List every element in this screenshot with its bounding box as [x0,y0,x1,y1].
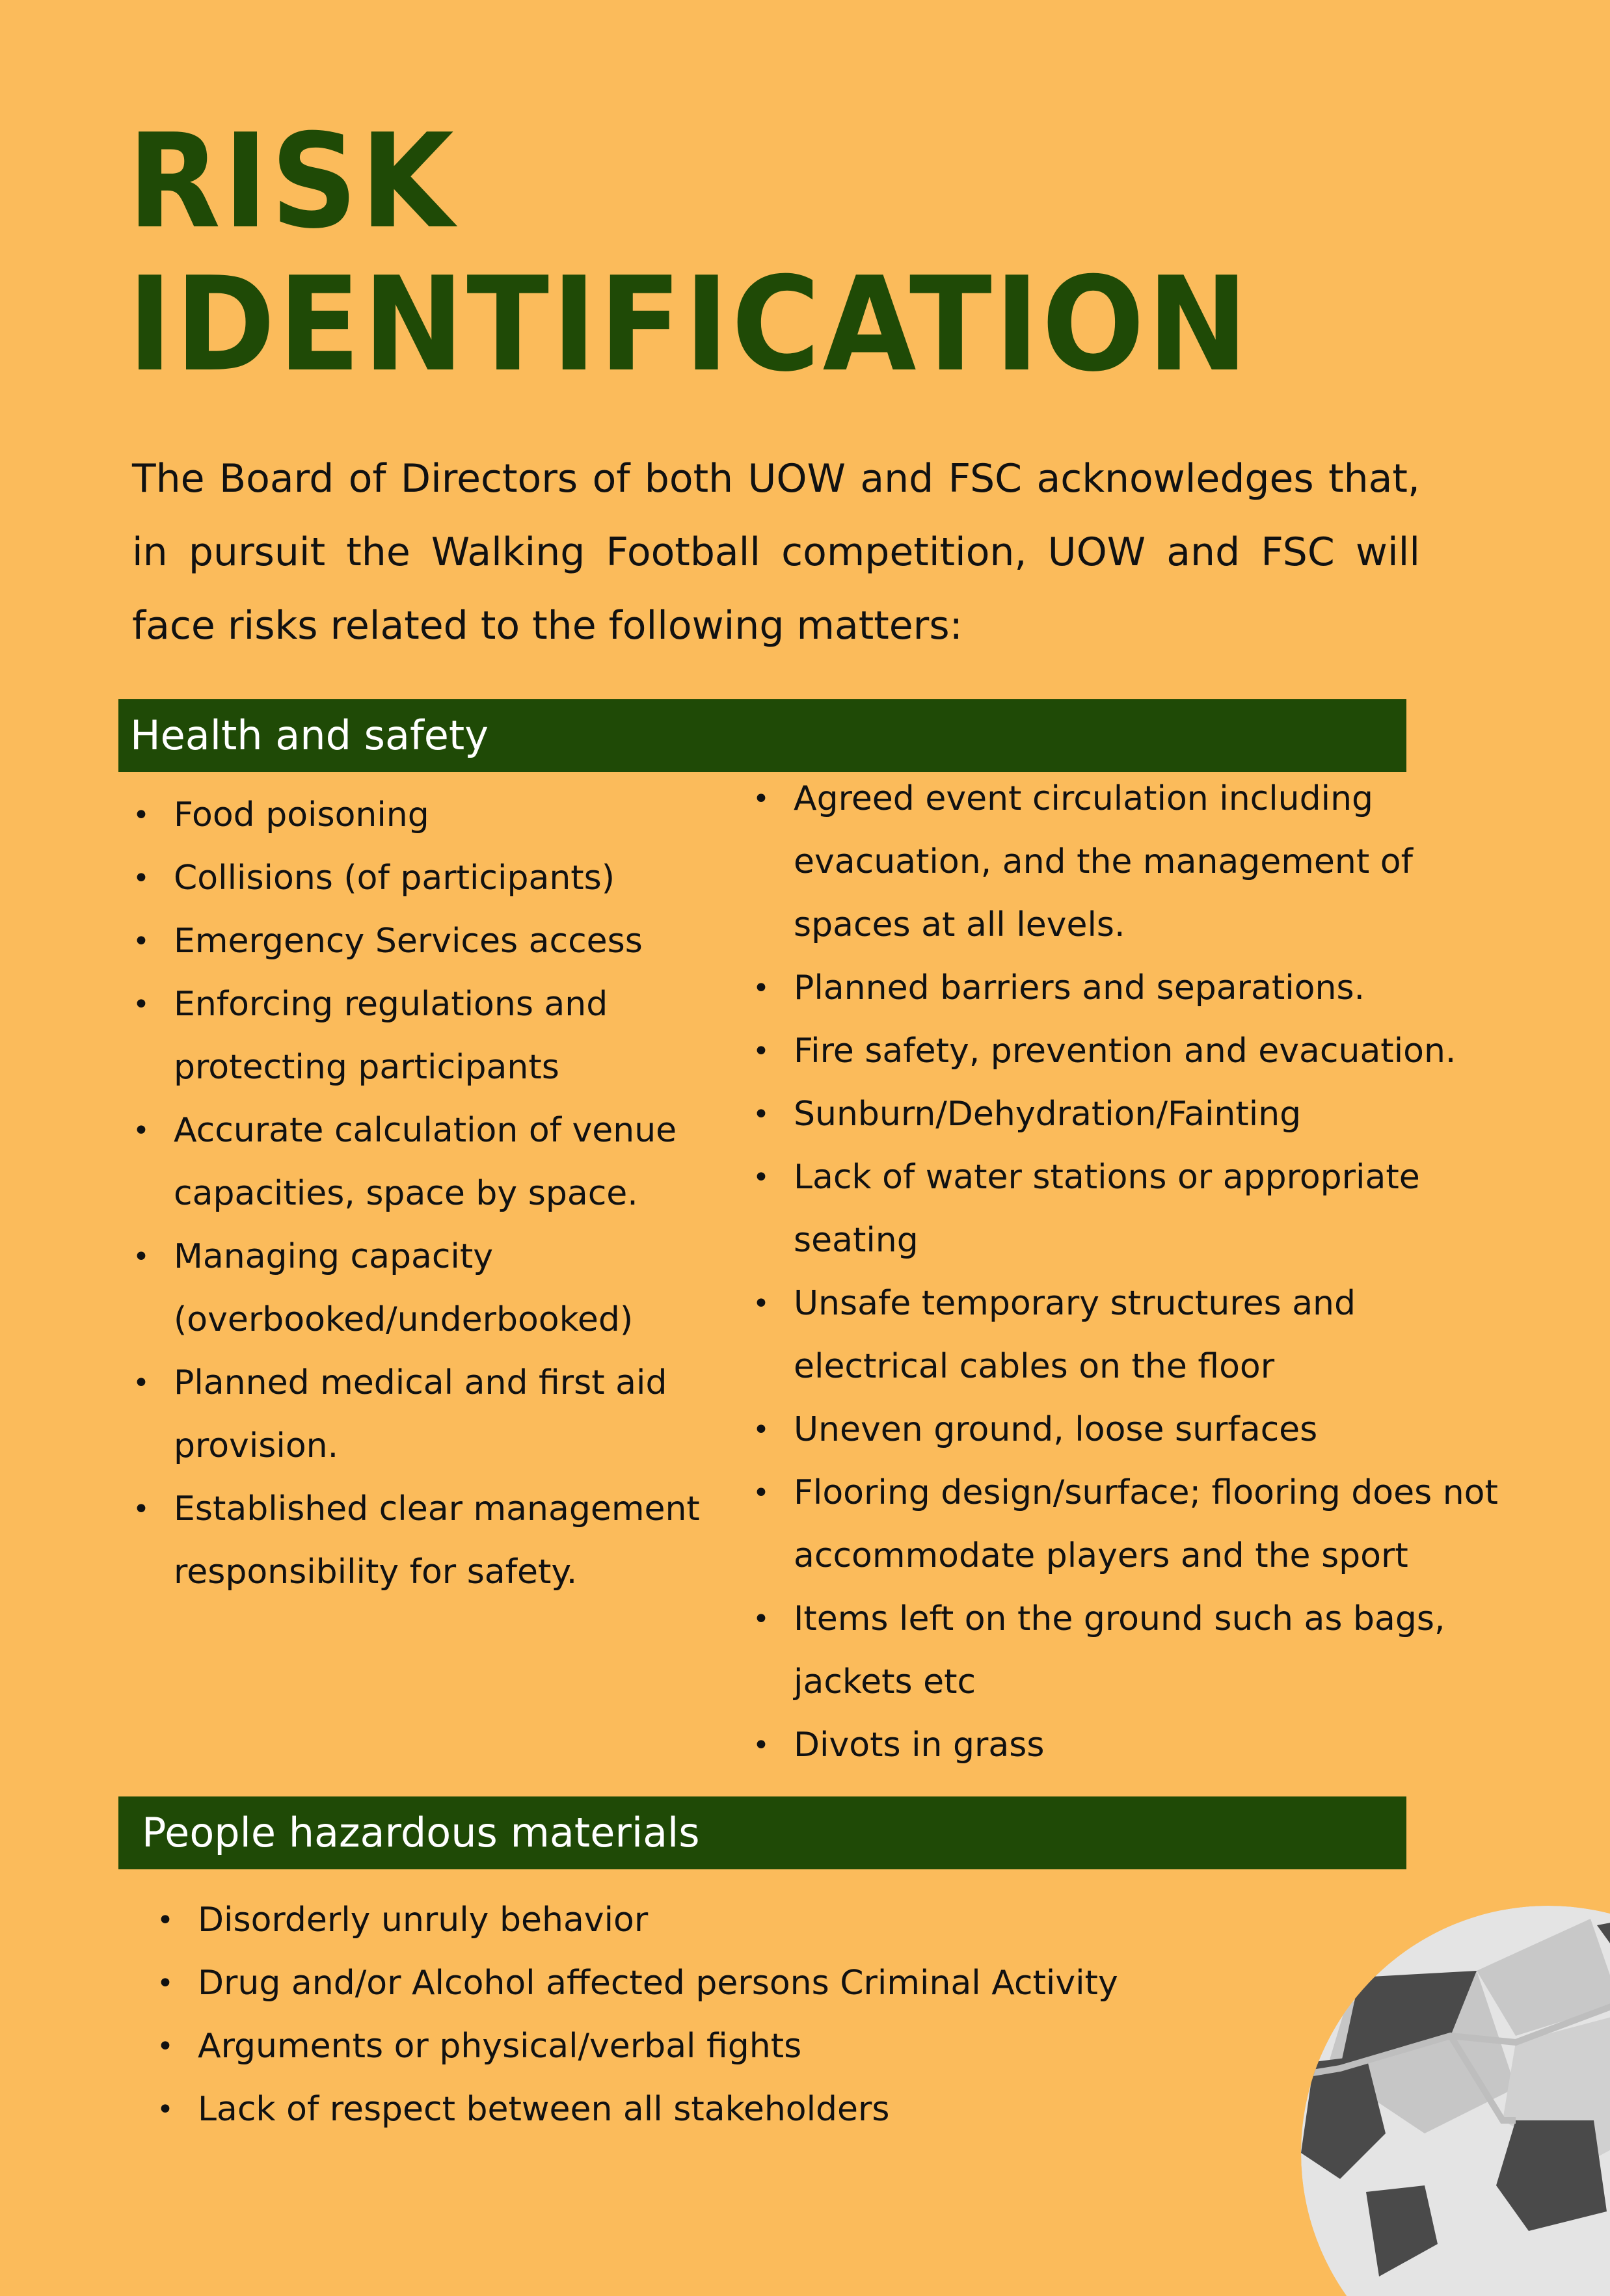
soccer-ball-icon [1301,1906,1610,2296]
list-item: • Emergency Services access [133,910,712,973]
list-item: • Sunburn/Dehydration/Fainting [753,1083,1501,1146]
list-item: • Items left on the ground such as bags, jackets etc [753,1588,1501,1714]
list-item: • Food poisoning [133,784,712,847]
list-item: • Uneven ground, loose surfaces [753,1398,1501,1462]
section-heading-health-and-safety: Health and safety [118,699,1406,772]
list-item: • Accurate calculation of venue capacities, space by space. [133,1099,712,1225]
list-item: • Lack of water stations or appropriate seating [753,1146,1501,1272]
list-item: • Planned medical and first aid provision. [133,1352,712,1478]
section-heading-people-hazardous-materials: People hazardous materials [118,1796,1406,1869]
page-title-line-1: RISK [127,106,457,258]
list-item: • Drug and/or Alcohol affected persons Criminal Activity [157,1952,1393,2015]
list-item: • Fire safety, prevention and evacuation. [753,1020,1501,1083]
list-item: • Established clear management responsibility for safety. [133,1478,712,1604]
list-item: • Planned barriers and separations. [753,957,1501,1020]
people-risks-list [157,1889,1393,2141]
page-title [127,106,1251,401]
list-item: • Arguments or physical/verbal fights [157,2015,1393,2078]
intro-paragraph: The Board of Directors of both UOW and FSC acknowledges that, in pursuit the Walking Football competition, UOW and FSC will face risks related to the following matters: [132,456,1420,648]
health-risks-right-column [753,768,1501,1777]
page-title-line-2: IDENTIFICATION [127,249,1251,401]
list-item: • Collisions (of participants) [133,847,712,910]
list-item: • Disorderly unruly behavior [157,1889,1393,1952]
list-item: • Flooring design/surface; flooring does not accommodate players and the sport [753,1462,1501,1588]
list-item: • Managing capacity (overbooked/underbooked) [133,1225,712,1352]
list-item: • Unsafe temporary structures and electrical cables on the floor [753,1272,1501,1398]
list-item: • Lack of respect between all stakeholders [157,2078,1393,2141]
list-item: • Agreed event circulation including evacuation, and the management of spaces at all levels. [753,768,1501,957]
list-item: • Divots in grass [753,1714,1501,1777]
health-risks-left-column [133,784,712,1604]
list-item: • Enforcing regulations and protecting participants [133,973,712,1099]
